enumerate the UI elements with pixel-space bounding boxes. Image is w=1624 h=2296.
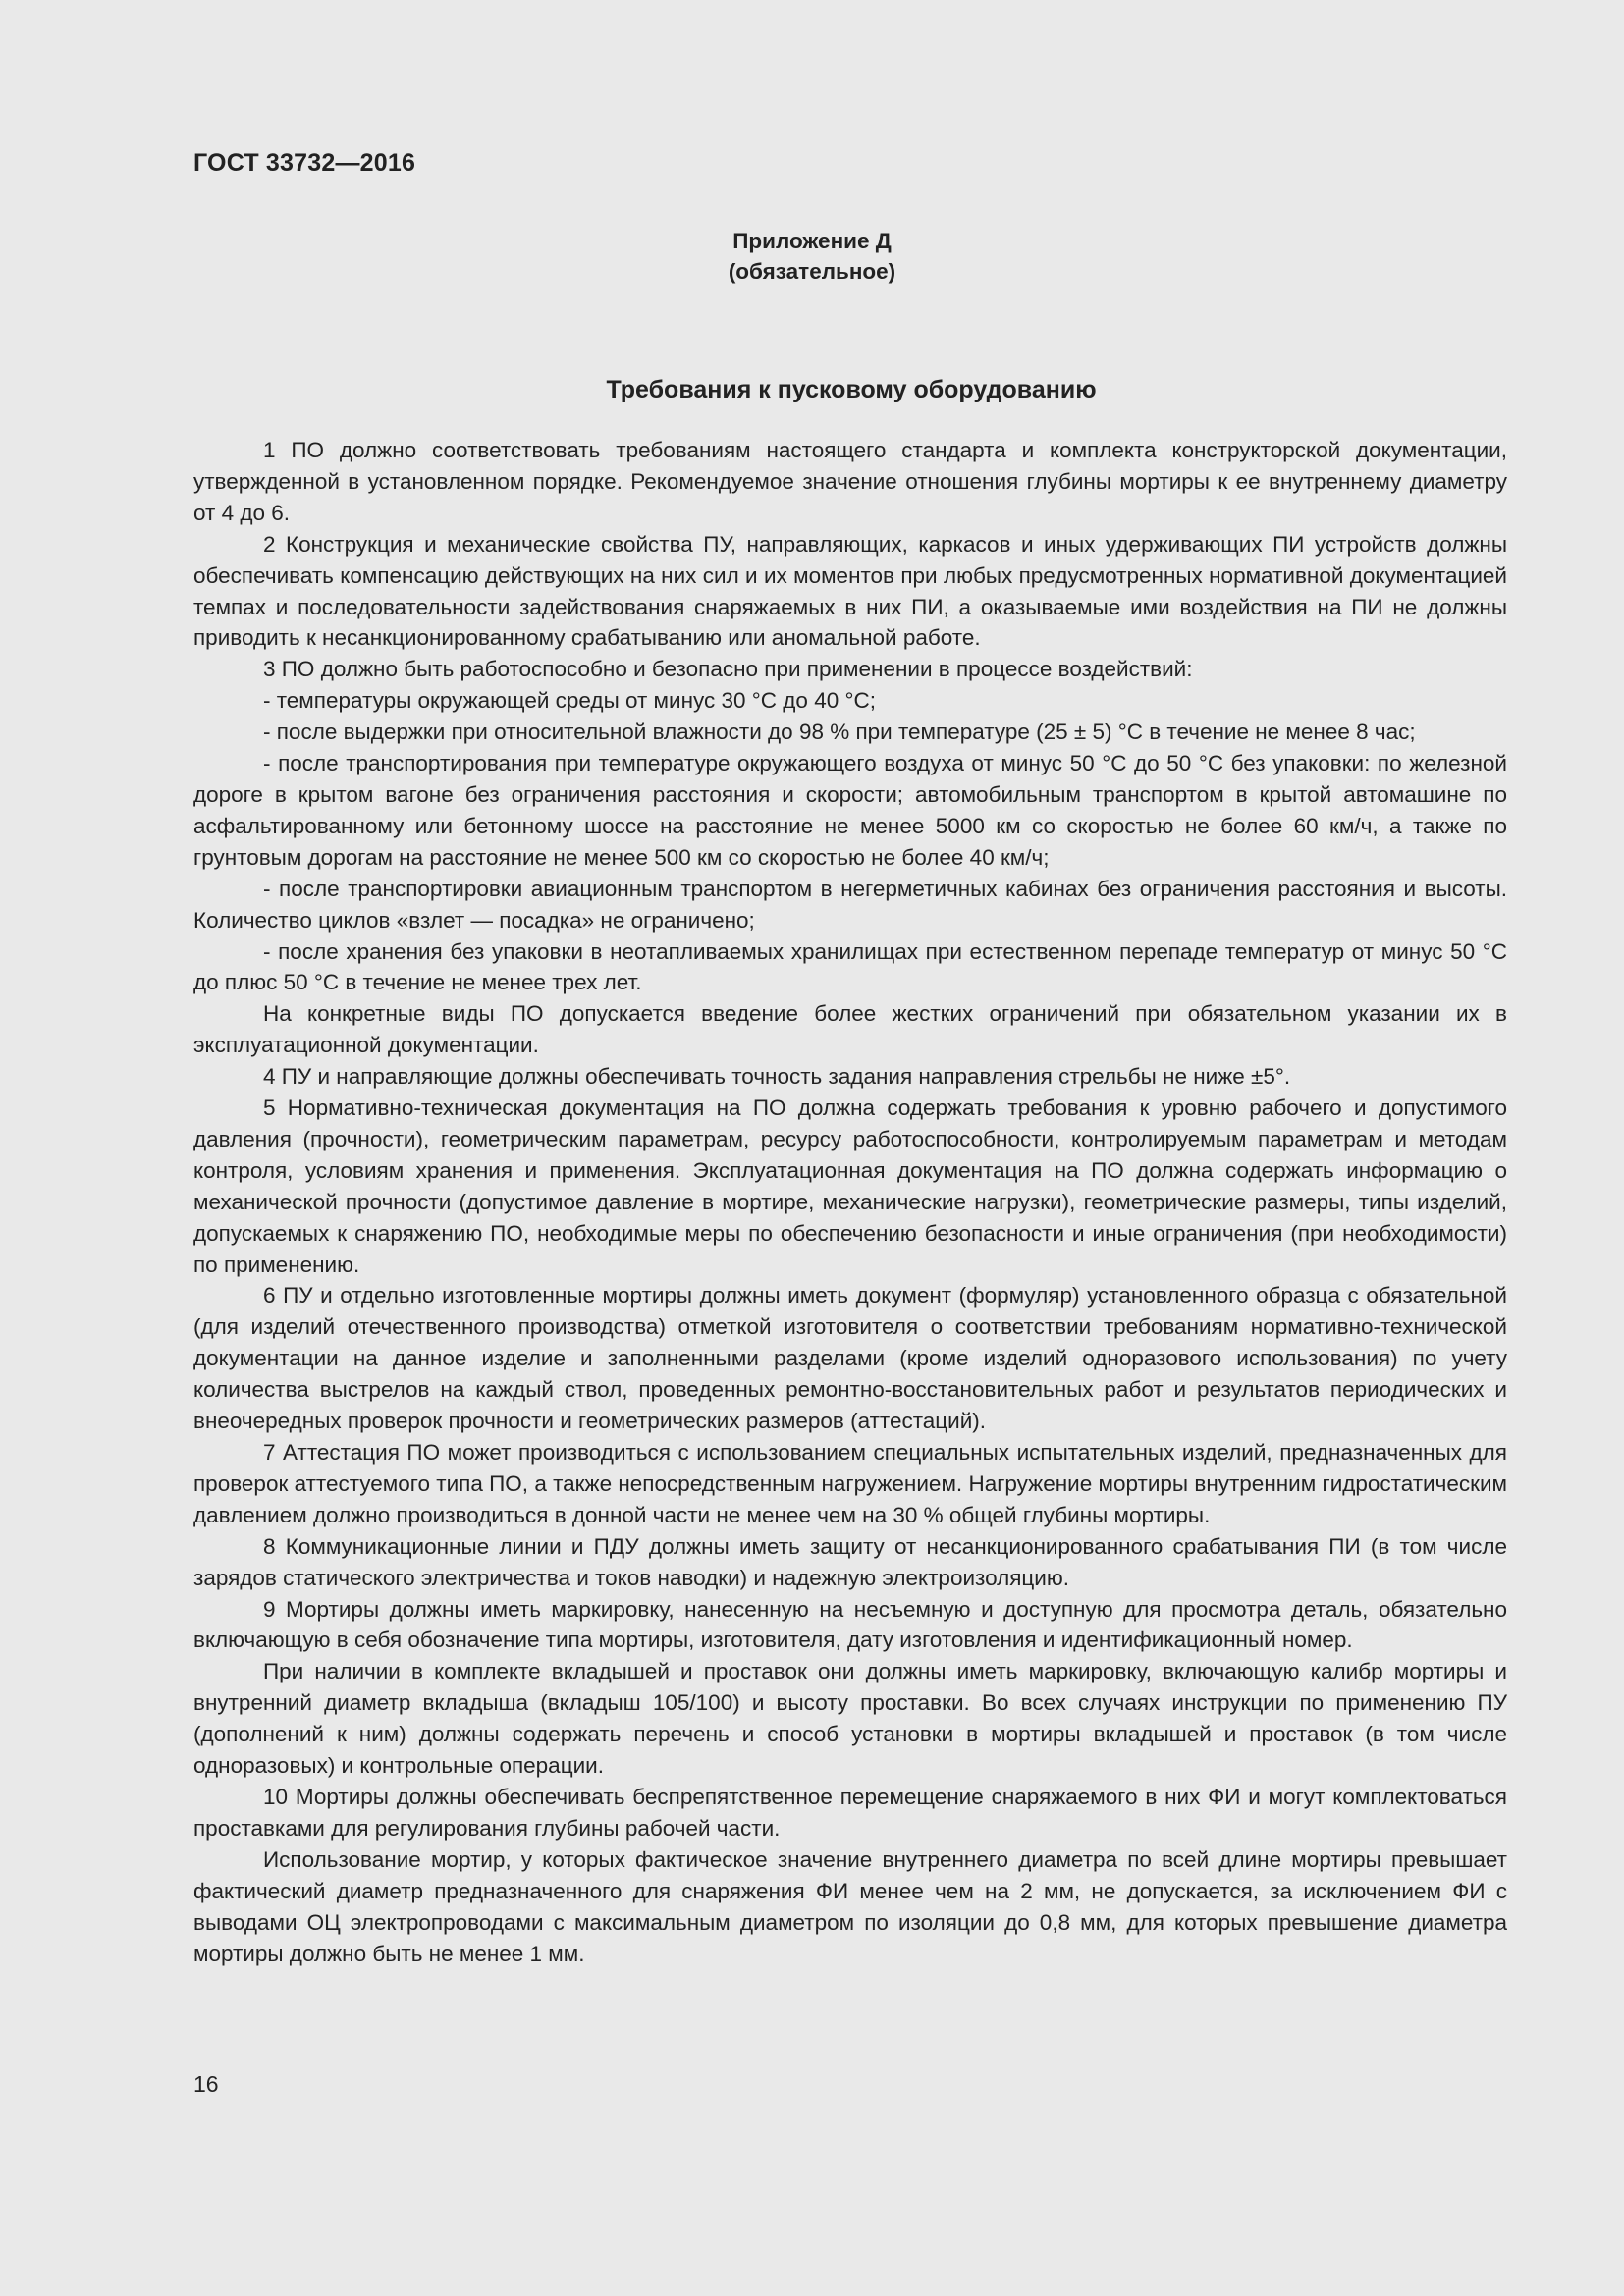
paragraph: - после транспортировки авиационным транспортом в негерметичных кабинах без ограничения расстояния и высоты. Количество циклов «взлет — посадка» не ограничено;	[193, 876, 1507, 933]
paragraph: На конкретные виды ПО допускается введение более жестких ограничений при обязательном указании их в эксплуатационной документации.	[193, 1001, 1507, 1058]
appendix-heading	[0, 226, 1624, 287]
paragraph: 7 Аттестация ПО может производиться с использованием специальных испытательных изделий, предназначенных для проверок аттестуемого типа ПО, а также непосредственным нагружением. Нагружение мортиры внутренним гидростатическим давлением должно производиться в донной части не менее чем на 30 % общей глубины мортиры.	[193, 1440, 1507, 1527]
body-text	[193, 435, 1507, 1969]
paragraph: - после выдержки при относительной влажности до 98 % при температуре (25 ± 5) °С в течение не менее 8 час;	[263, 720, 1416, 745]
paragraph: 3 ПО должно быть работоспособно и безопасно при применении в процессе воздействий:	[263, 657, 1193, 682]
paragraph: 9 Мортиры должны иметь маркировку, нанесенную на несъемную и доступную для просмотра деталь, обязательно включающую в себя обозначение типа мортиры, изготовителя, дату изготовления и идентификационный номер.	[193, 1596, 1507, 1653]
paragraph: 1 ПО должно соответствовать требованиям настоящего стандарта и комплекта конструкторской документации, утвержденной в установленном порядке. Рекомендуемое значение отношения глубины мортиры к ее внутреннему диаметру от 4 до 6.	[193, 438, 1507, 525]
paragraph: - после хранения без упаковки в неотапливаемых хранилищах при естественном перепаде температур от минус 50 °С до плюс 50 °С в течение не менее трех лет.	[193, 938, 1507, 995]
appendix-status: (обязательное)	[728, 259, 896, 284]
paragraph: Использование мортир, у которых фактическое значение внутреннего диаметра по всей длине мортиры превышает фактический диаметр предназначенного для снаряжения ФИ менее чем на 2 мм, не допускается, за исключением ФИ с выводами ОЦ электропроводами с максимальным диаметром по изоляции до 0,8 мм, для которых превышение диаметра мортиры должно быть не менее 1 мм.	[193, 1846, 1507, 1966]
paragraph: - температуры окружающей среды от минус 30 °С до 40 °С;	[263, 688, 876, 714]
document-code: ГОСТ 33732—2016	[193, 149, 416, 177]
paragraph: - после транспортирования при температуре окружающего воздуха от минус 50 °С до 50 °С без упаковки: по железной дороге в крытом вагоне без ограничения расстояния и скорости; автомобильным транспортом в крытой автомашине по асфальтированному или бетонному шоссе на расстояние не менее 5000 км со скоростью не более 60 км/ч, а также по грунтовым дорогам на расстояние не менее 500 км со скоростью не более 40 км/ч;	[193, 751, 1507, 870]
paragraph: 4 ПУ и направляющие должны обеспечивать точность задания направления стрельбы не ниже ±5°.	[263, 1064, 1291, 1090]
page-number: 16	[193, 2071, 219, 2097]
appendix-title: Приложение Д	[732, 229, 892, 253]
paragraph: 6 ПУ и отдельно изготовленные мортиры должны иметь документ (формуляр) установленного образца с обязательной (для изделий отечественного производства) отметкой изготовителя о соответствии требованиям нормативно-технической документации на данное изделие и заполненными разделами (кроме изделий одноразового использования) по учету количества выстрелов на каждый ствол, проведенных ремонтно-восстановительных работ и результатов периодических и внеочередных проверок прочности и геометрических размеров (аттестаций).	[193, 1283, 1507, 1434]
paragraph: При наличии в комплекте вкладышей и проставок они должны иметь маркировку, включающую калибр мортиры и внутренний диаметр вкладыша (вкладыш 105/100) и высоту проставки. Во всех случаях инструкции по применению ПУ (дополнений к ним) должны содержать перечень и способ установки в мортиры вкладышей и проставок (в том числе одноразовых) и контрольные операции.	[193, 1659, 1507, 1779]
paragraph: 10 Мортиры должны обеспечивать беспрепятственное перемещение снаряжаемого в них ФИ и могут комплектоваться проставками для регулирования глубины рабочей части.	[193, 1784, 1507, 1841]
paragraph: 8 Коммуникационные линии и ПДУ должны иметь защиту от несанкционированного срабатывания ПИ (в том числе зарядов статического электричества и токов наводки) и надежную электроизоляцию.	[193, 1533, 1507, 1590]
section-title: Требования к пусковому оборудованию	[606, 376, 1097, 403]
paragraph: 5 Нормативно-техническая документация на ПО должна содержать требования к уровню рабочего и допустимого давления (прочности), геометрическим параметрам, ресурсу работоспособности, контролируемым параметрам и методам контроля, условиям хранения и применения. Эксплуатационная документация на ПО должна содержать информацию о механической прочности (допустимое давление в мортире, механические нагрузки), геометрические размеры, типы изделий, допускаемых к снаряжению ПО, необходимые меры по обеспечению безопасности и иные ограничения (при необходимости) по применению.	[193, 1095, 1507, 1277]
paragraph: 2 Конструкция и механические свойства ПУ, направляющих, каркасов и иных удерживающих ПИ устройств должны обеспечивать компенсацию действующих на них сил и их моментов при любых предусмотренных нормативной документацией темпах и последовательности задействования снаряжаемых в них ПИ, а оказываемые ими воздействия на ПИ не должны приводить к несанкционированному срабатыванию или аномальной работе.	[193, 531, 1507, 651]
